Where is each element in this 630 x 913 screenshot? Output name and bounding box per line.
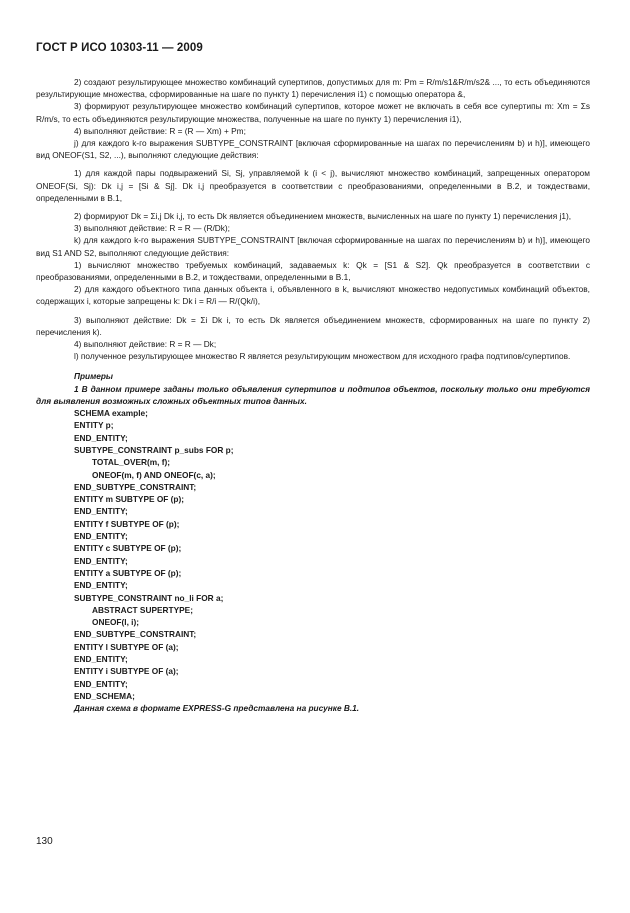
paragraph: 2) формируют Dk = Σi,j Dk i,j, то есть Dk является объединением множеств, вычисленных на шаге по пункту 1) перечисления j1), <box>74 211 572 222</box>
code-line: END_ENTITY; <box>74 555 128 566</box>
paragraph: l) полученное результирующее множество R является результирующим множеством для исходного графа подтипов/супертипов. <box>74 351 571 362</box>
code-line: SUBTYPE_CONSTRAINT no_li FOR a; <box>74 592 224 603</box>
paragraph: 1) для каждой пары подвыражений Si, Sj, управляемой k (i < j), вычисляют множество комбинаций, запрещенных оператором ONEOF(Si, Sj): Dk i,j = [Si & Sj]. Dk i,j преобразуется в соответствии с преобразованиями, определенными в B.2, и тождествами, определенными в B.1, <box>36 168 590 203</box>
code-line: ENTITY p; <box>74 420 114 431</box>
document-body <box>36 76 590 714</box>
code-line: END_ENTITY; <box>74 531 128 542</box>
code-line: END_ENTITY; <box>74 580 128 591</box>
code-line: END_ENTITY; <box>74 506 128 517</box>
code-line: ENTITY a SUBTYPE OF (p); <box>74 567 182 578</box>
code-line: ENTITY c SUBTYPE OF (p); <box>74 543 182 554</box>
paragraph: 2) создают результирующее множество комбинаций супертипов, допустимых для m: Pm = R/m/s1&R/m/s2& ..., то есть объединяются результирующие множества, сформированные на шаге по пункту 1) перечисления i1) с помощью оператора &, <box>36 77 590 100</box>
paragraph: 3) формируют результирующее множество комбинаций супертипов, которое может не включать в себя все супертипы m: Xm = Σs R/m/s, то есть объединяются результирующие множества, полученные на шаге по пункту 1) перечисления i1), <box>36 101 590 124</box>
paragraph: k) для каждого k-го выражения SUBTYPE_CONSTRAINT [включая сформированные на шагах по перечислениям b) и h)], имеющего вид S1 AND S2, выполняют следующие действия: <box>36 235 590 258</box>
examples-title: Примеры <box>74 371 114 382</box>
page-number: 130 <box>36 836 53 847</box>
paragraph: j) для каждого k-го выражения SUBTYPE_CONSTRAINT [включая сформированные на шагах по перечислениям b) и h)], имеющего вид ONEOF(S1, S2, ...), выполняют следующие действия: <box>36 138 590 161</box>
paragraph: 1) вычисляют множество требуемых комбинаций, задаваемых k: Qk = [S1 & S2]. Qk преобразуется в соответствии с преобразованиями, определенными в B.2, и тождествами, определенными в B.1, <box>36 259 590 283</box>
paragraph: 2) для каждого объектного типа данных объекта i, объявленного в k, вычисляют множество недопустимых комбинаций объектов, содержащих i, которые запрещены k: Dk i = R/i — R/(Qk/i), <box>36 284 590 307</box>
code-line: END_SCHEMA; <box>74 690 135 701</box>
paragraph: 4) выполняют действие: R = (R — Xm) + Pm; <box>74 125 246 136</box>
code-line: END_SUBTYPE_CONSTRAINT; <box>74 481 197 492</box>
code-line: ONEOF(l, i); <box>92 617 140 628</box>
document-header: ГОСТ Р ИСО 10303-11 — 2009 <box>36 42 203 54</box>
code-line: ENTITY i SUBTYPE OF (a); <box>74 666 179 677</box>
code-line: SUBTYPE_CONSTRAINT p_subs FOR p; <box>74 444 234 455</box>
code-line: ENTITY l SUBTYPE OF (a); <box>74 641 179 652</box>
code-line: ENTITY f SUBTYPE OF (p); <box>74 518 180 529</box>
paragraph: 3) выполняют действие: R = R — (R/Dk); <box>74 223 230 234</box>
code-line: END_ENTITY; <box>74 432 128 443</box>
code-line: ABSTRACT SUPERTYPE; <box>92 604 193 615</box>
code-line: END_SUBTYPE_CONSTRAINT; <box>74 629 197 640</box>
code-line: END_ENTITY; <box>74 654 128 665</box>
code-line: ENTITY m SUBTYPE OF (p); <box>74 494 185 505</box>
code-line: SCHEMA example; <box>74 408 148 419</box>
paragraph: 4) выполняют действие: R = R — Dk; <box>74 339 217 350</box>
example-intro: 1 В данном примере заданы только объявления супертипов и подтипов объектов, поскольку только они требуются для выявления возможных сложных объектных типов данных. <box>36 383 590 406</box>
code-line: ONEOF(m, f) AND ONEOF(c, a); <box>92 469 216 480</box>
code-line: END_ENTITY; <box>74 678 128 689</box>
code-line: TOTAL_OVER(m, f); <box>92 457 171 468</box>
example-note: Данная схема в формате EXPRESS-G представлена на рисунке B.1. <box>74 703 360 714</box>
paragraph: 3) выполняют действие: Dk = Σi Dk i, то есть Dk является объединением множеств, сформированных на шаге по пункту 2) перечисления k). <box>36 314 590 337</box>
code-listing <box>36 407 590 702</box>
